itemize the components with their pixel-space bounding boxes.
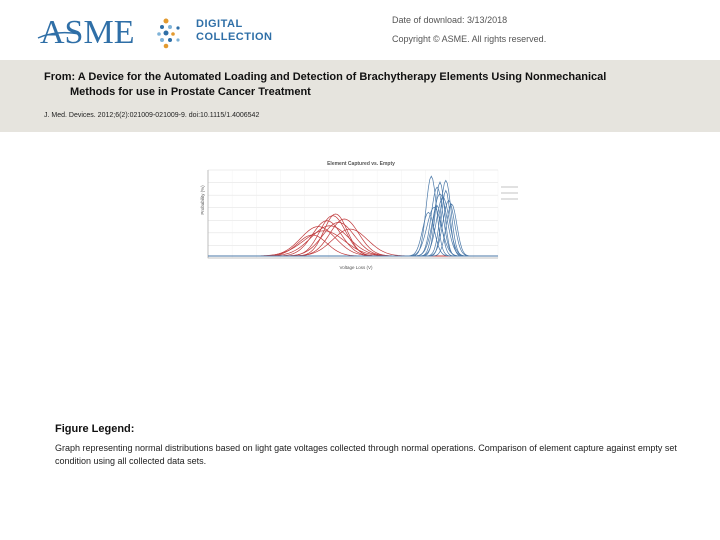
logo-wordmark: ASME bbox=[40, 14, 135, 51]
figure-chart bbox=[196, 155, 526, 275]
logo-subtitle bbox=[196, 18, 273, 44]
logo-dots-icon bbox=[156, 16, 192, 50]
article-title bbox=[44, 70, 684, 100]
asme-logo bbox=[36, 12, 273, 52]
download-date: Date of download: 3/13/2018 bbox=[392, 15, 508, 25]
logo-subtitle-line1: DIGITAL bbox=[196, 18, 243, 30]
article-title-line1: From: A Device for the Automated Loading and Detection of Brachytherapy Elements Using Nonmechanical bbox=[44, 71, 607, 83]
figure-legend-heading: Figure Legend: bbox=[55, 423, 135, 435]
article-citation: J. Med. Devices. 2012;6(2):021009-021009-9. doi:10.1115/1.4006542 bbox=[44, 112, 260, 119]
chart-title: Element Captured vs. Empty bbox=[327, 161, 395, 167]
figure-legend-text: Graph representing normal distributions based on light gate voltages collected through normal operations. Comparison of element capture against empty set condition using all collected data sets. bbox=[55, 443, 677, 466]
logo-subtitle-line2: COLLECTION bbox=[196, 31, 273, 43]
chart-legend bbox=[501, 187, 518, 199]
page-header bbox=[0, 0, 720, 60]
article-title-line2: Methods for use in Prostate Cancer Treatment bbox=[70, 86, 311, 98]
chart-svg bbox=[196, 155, 526, 275]
copyright-notice: Copyright © ASME. All rights reserved. bbox=[392, 34, 547, 44]
chart-y-axis-label: Probability (%) bbox=[200, 185, 205, 215]
chart-x-axis-label: Voltage Loss (V) bbox=[339, 265, 373, 270]
